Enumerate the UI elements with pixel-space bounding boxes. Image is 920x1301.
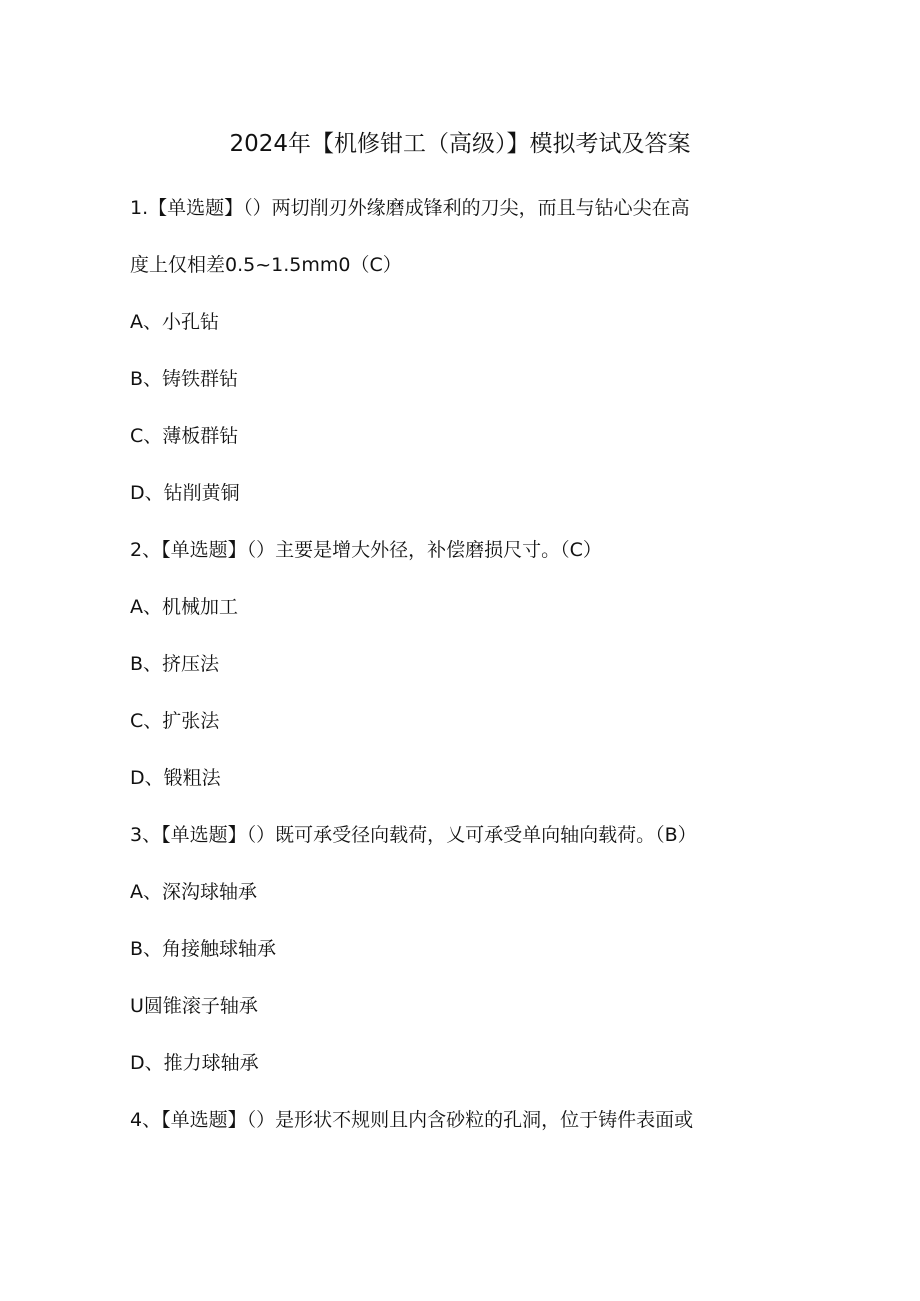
question-1-stem-line-2: 度上仅相差0.5~1.5mm0（C） xyxy=(130,254,402,276)
question-1-option-d: D、钻削黄铜 xyxy=(130,482,240,504)
question-3-stem: 3、【单选题】（）既可承受径向载荷，乂可承受单向轴向载荷。（B） xyxy=(130,824,697,846)
question-1-option-c: C、薄板群钻 xyxy=(130,425,239,447)
question-4-stem: 4、【单选题】（）是形状不规则且内含砂粒的孔洞，位于铸件表面或 xyxy=(130,1109,694,1131)
question-1-option-b: B、铸铁群钻 xyxy=(130,368,239,390)
question-2-option-b: B、挤压法 xyxy=(130,653,220,675)
question-3-option-b: B、角接触球轴承 xyxy=(130,938,277,960)
question-3-option-c: U圆锥滚子轴承 xyxy=(130,995,258,1017)
question-2-option-c: C、扩张法 xyxy=(130,710,220,732)
question-2-option-d: D、锻粗法 xyxy=(130,767,221,789)
question-1-option-a: A、小孔钻 xyxy=(130,311,219,333)
question-1-stem-line-1: 1.【单选题】（）两切削刃外缘磨成锋利的刀尖，而且与钻心尖在高 xyxy=(130,197,690,219)
document-title: 2024年【机修钳工（高级）】模拟考试及答案 xyxy=(229,131,691,157)
question-3-option-d: D、推力球轴承 xyxy=(130,1052,259,1074)
question-2-option-a: A、机械加工 xyxy=(130,596,238,618)
question-3-option-a: A、深沟球轴承 xyxy=(130,881,257,903)
question-2-stem: 2、【单选题】（）主要是增大外径，补偿磨损尺寸。（C） xyxy=(130,539,602,561)
